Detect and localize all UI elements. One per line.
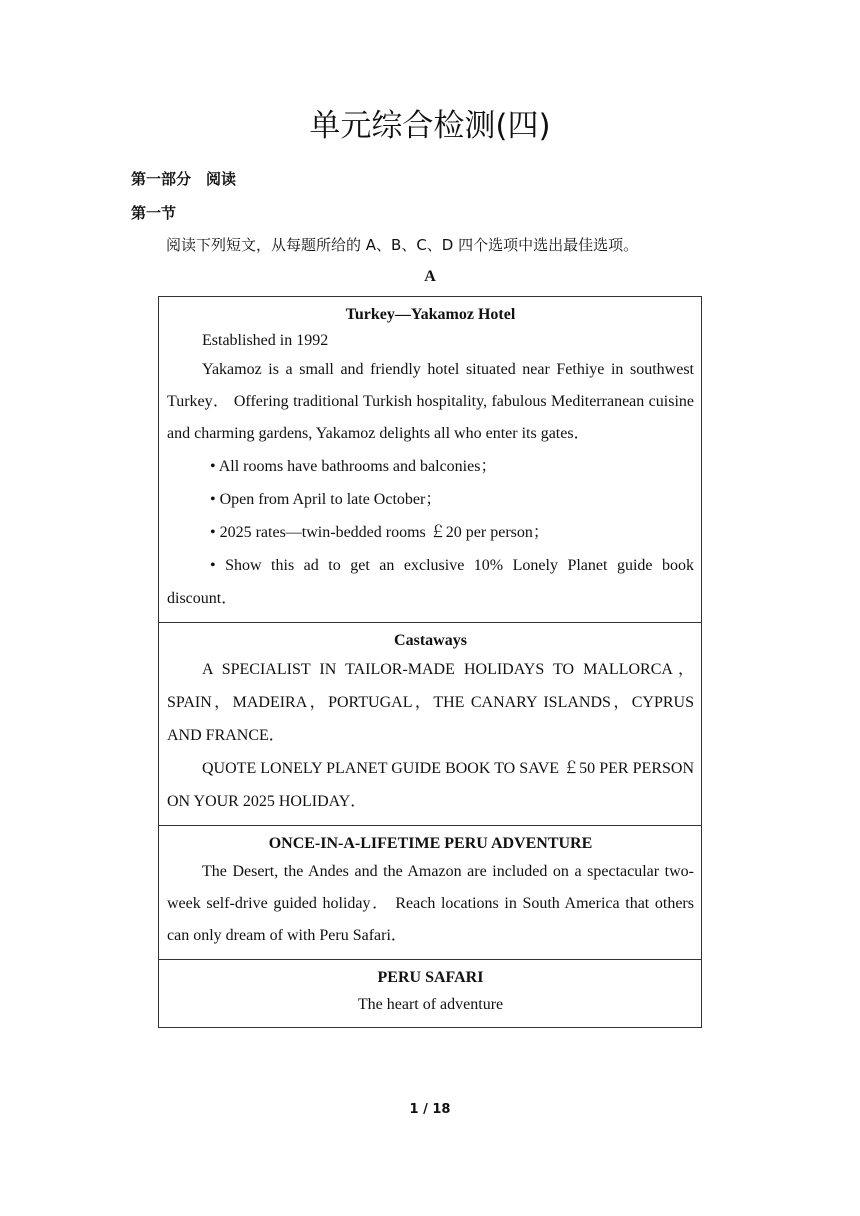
peru-safari-subtitle: The heart of adventure [357,996,504,1013]
passage-letter: A [424,268,436,285]
castaways-body: A SPECIALIST IN TAILOR-MADE HOLIDAYS TO MALLORCA，SPAIN，MADEIRA，PORTUGAL，THE CANARY ISLANDS，CYPRUS AND FRANCE． [167,661,694,744]
peru-safari-ad [159,960,702,1028]
yakamoz-description: Yakamoz is a small and friendly hotel situated near Fethiye in southwest Turkey． Offering traditional Turkish hospitality, fabulous Mediterranean cuisine and charming gardens, Yakamoz delights all who enter its gates． [167,361,694,442]
castaways-ad [159,623,702,826]
peru-safari-ad-row [159,960,702,1028]
yakamoz-ad-title: Turkey—Yakamoz Hotel [345,306,516,323]
yakamoz-established: Established in 1992 [202,332,329,349]
peru-adventure-body: The Desert, the Andes and the Amazon are included on a spectacular two-week self-drive guided holiday． Reach locations in South America that others can only dream of with Peru Safari． [167,863,694,944]
castaways-offer: QUOTE LONELY PLANET GUIDE BOOK TO SAVE ￡50 PER PERSON ON YOUR 2025 HOLIDAY． [167,760,694,810]
yakamoz-bullet: • 2025 rates—twin-bedded rooms ￡20 per person； [210,524,549,541]
peru-adventure-title: ONCE-IN-A-LIFETIME PERU ADVENTURE [268,835,593,852]
part-heading: 第一部分 阅读 [131,170,237,188]
yakamoz-ad-row [159,297,702,623]
instruction-text: 阅读下列短文，从每题所给的 A、B、C、D 四个选项中选出最佳选项。 [166,236,639,254]
peru-adventure-ad [159,826,702,960]
yakamoz-ad [159,297,702,623]
yakamoz-bullet: • All rooms have bathrooms and balconies； [210,458,497,475]
advertisement-table [158,296,702,1028]
peru-safari-title: PERU SAFARI [377,969,484,986]
page-number: 1 / 18 [409,1102,451,1117]
castaways-ad-row [159,623,702,826]
peru-adventure-ad-row [159,826,702,960]
castaways-ad-title: Castaways [394,632,467,649]
yakamoz-bullet: • Show this ad to get an exclusive 10% Lonely Planet guide book discount． [167,557,694,607]
document-title: 单元综合检测(四) [309,108,551,144]
yakamoz-bullet: • Open from April to late October； [210,491,442,508]
section-heading: 第一节 [131,204,177,222]
